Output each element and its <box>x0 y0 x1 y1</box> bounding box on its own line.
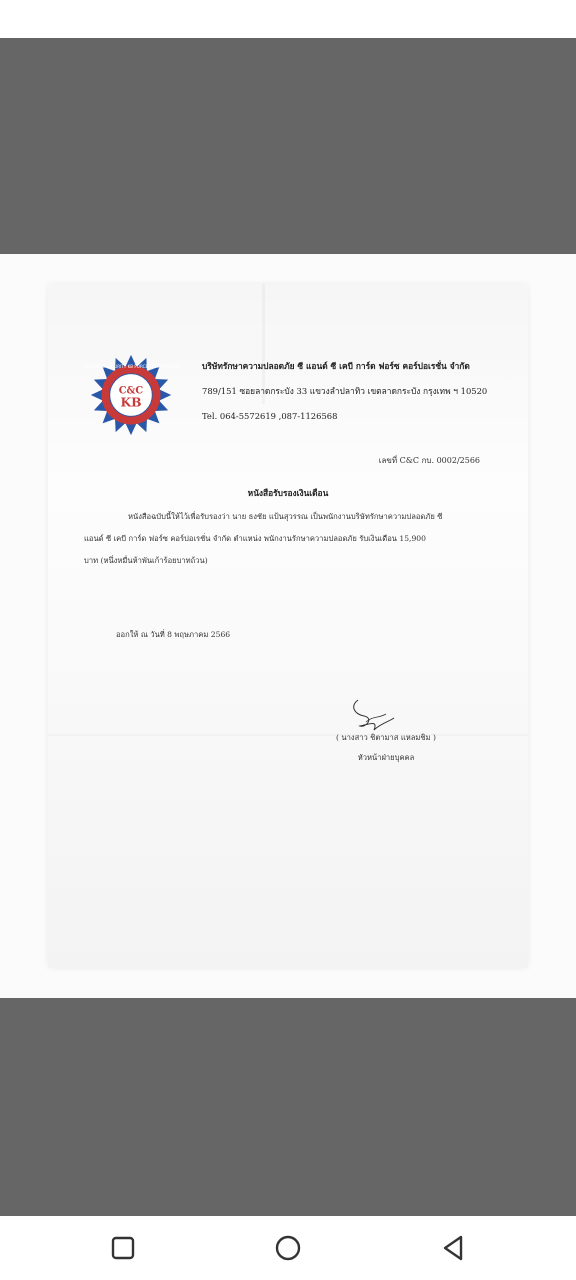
document-page <box>48 284 528 968</box>
back-triangle-icon <box>431 1226 475 1270</box>
reference-number: เลขที่ C&C กบ. 0002/2566 <box>378 456 480 465</box>
back-button[interactable] <box>431 1226 475 1270</box>
viewer-bottom-margin <box>0 998 576 1216</box>
status-bar-area <box>0 0 576 38</box>
paper-fold <box>48 734 528 736</box>
recent-apps-button[interactable] <box>101 1226 145 1270</box>
company-phone: Tel. 064-5572619 ,087-1126568 <box>202 411 338 421</box>
viewer-top-margin <box>0 38 576 254</box>
home-circle-icon <box>266 1226 310 1270</box>
home-button[interactable] <box>266 1226 310 1270</box>
signer-title: หัวหน้าฝ่ายบุคคล <box>357 753 415 762</box>
navigation-bar <box>0 1216 576 1280</box>
company-header <box>202 354 522 429</box>
company-address: 789/151 ซอยลาดกระบัง 33 แขวงลำปลาทิว เขตลาดกระบัง กรุงเทพ ฯ 10520 <box>202 386 488 396</box>
document-body <box>84 506 496 572</box>
signer-name: ( นางสาว ชิตามาส แหลมชิม ) <box>336 733 436 742</box>
document-photo <box>0 254 576 998</box>
document-title: หนังสือรับรองเงินเดือน <box>247 488 329 498</box>
body-line: แอนด์ ซี เคบี การ์ด ฟอร์ซ คอร์ปอเรชั่น จำกัด ตำแหน่ง พนักงานรักษาความปลอดภัย รับเงินเดือน 15,900 <box>84 534 426 543</box>
logo-text-bottom: KB <box>120 394 142 410</box>
signature-image <box>344 696 400 736</box>
body-line: หนังสือฉบับนี้ให้ไว้เพื่อรับรองว่า นาย ธงชัย แป้นสุวรรณ เป็นพนักงานบริษัทรักษาความปลอดภัย ซี <box>128 512 443 521</box>
company-name: บริษัทรักษาความปลอดภัย ซี แอนด์ ซี เคบี การ์ด ฟอร์ซ คอร์ปอเรชั่น จำกัด <box>202 361 470 371</box>
recent-apps-square-icon <box>101 1226 145 1270</box>
logo-text-top: C&C <box>118 385 144 397</box>
body-line: บาท (หนึ่งหมื่นห้าพันเก้าร้อยบาทถ้วน) <box>84 556 208 565</box>
issue-date: ออกให้ ณ วันที่ 8 พฤษภาคม 2566 <box>116 630 231 639</box>
logo-ring-text: CC GUARD SECURITY KB FORCE CORPORATION <box>82 363 180 369</box>
company-seal-icon <box>82 354 180 436</box>
